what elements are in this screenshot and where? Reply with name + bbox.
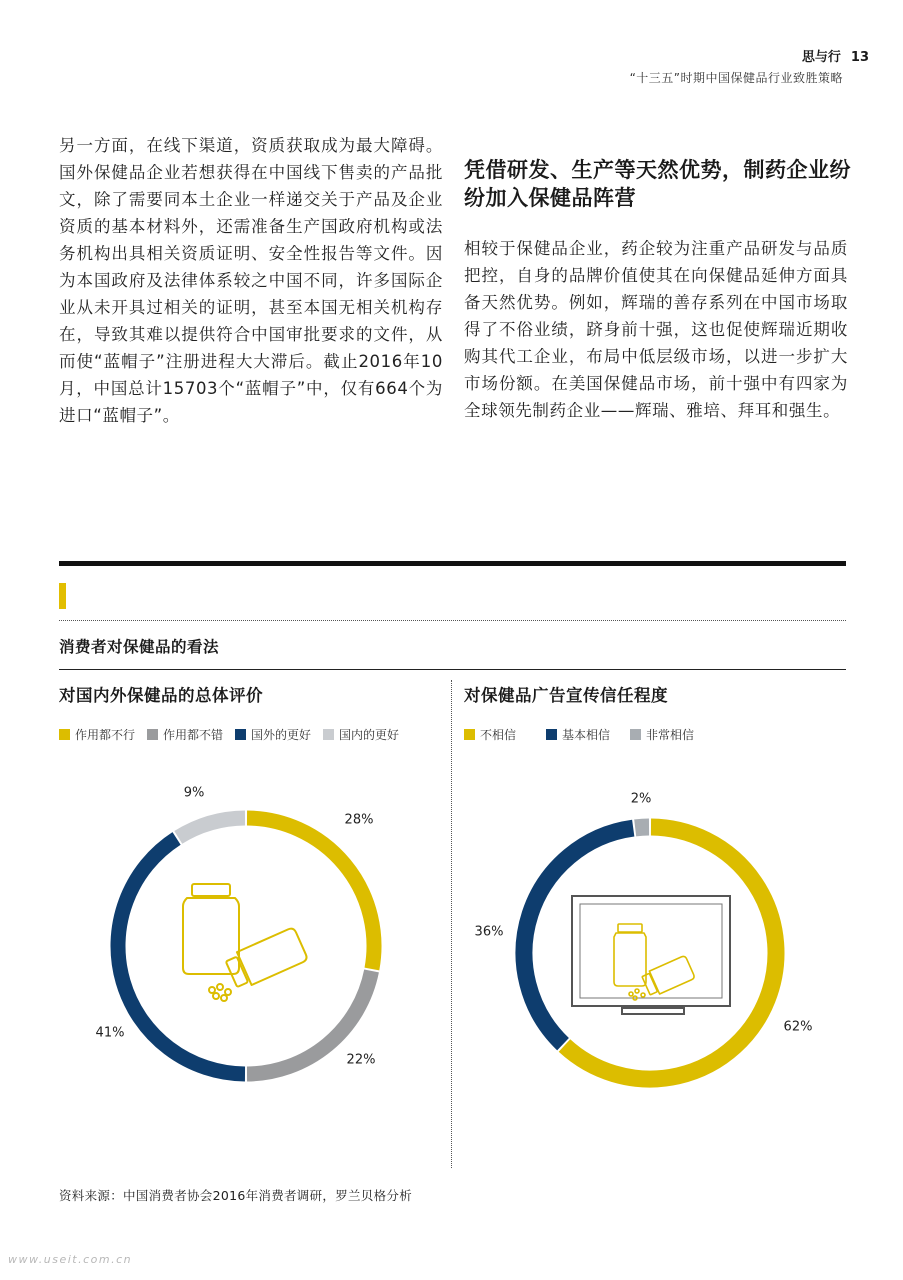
data-label: 28% — [344, 812, 374, 828]
legend-label: 作用都不行 — [75, 728, 136, 742]
donut-segment — [524, 828, 633, 1044]
data-label: 62% — [783, 1019, 813, 1035]
data-label: 2% — [630, 791, 652, 807]
left-paragraph: 另一方面，在线下渠道，资质获取成为最大障碍。国外保健品企业若想获得在中国线下售卖的产品批文，除了需要同本土企业一样递交关于产品及企业资质的基本材料外，还需准备生产国政府机构或法务机构出具相关资质证明、安全性报告等文件。因为本国政府及法律体系较之中国不同，许多国际企业从未开具过相关的证明，甚至本国无相关机构存在，导致其难以提供符合中国审批要求的文件，从而使“蓝帽子”注册进程大大滞后。截止2016年10月，中国总计15703个“蓝帽子”中，仅有664个为进口“蓝帽子”。 — [59, 136, 443, 425]
legend-label: 国内的更好 — [339, 728, 400, 742]
legend-label: 非常相信 — [646, 728, 695, 742]
page-number: 13 — [850, 50, 869, 65]
data-label: 41% — [95, 1025, 125, 1041]
data-label: 36% — [474, 924, 504, 940]
right-heading: 凭借研发、生产等天然优势，制药企业纷纷加入保健品阵营 — [464, 158, 851, 210]
data-label: 9% — [183, 785, 205, 801]
chart-2-title: 对保健品广告宣传信任程度 — [464, 686, 668, 705]
supplement-bottles-icon — [614, 924, 695, 1000]
donut-segment — [247, 818, 374, 969]
legend-label: 国外的更好 — [251, 728, 312, 742]
legend-label: 基本相信 — [562, 728, 611, 742]
section-title: 消费者对保健品的看法 — [59, 638, 220, 656]
watermark: www.useit.com.cn — [8, 1253, 133, 1266]
tv-monitor-icon — [572, 896, 730, 1014]
donut-segment — [118, 838, 245, 1074]
supplement-bottles-icon — [183, 884, 308, 1001]
donut-segment — [178, 818, 245, 837]
legend-label: 作用都不错 — [163, 728, 224, 742]
donut-segment — [635, 827, 649, 828]
data-label: 22% — [346, 1052, 376, 1068]
donut-chart-2 — [475, 792, 813, 1080]
source-note: 资料来源：中国消费者协会2016年消费者调研，罗兰贝格分析 — [59, 1188, 413, 1203]
right-paragraph: 相较于保健品企业，药企较为注重产品研发与品质把控，自身的品牌价值使其在向保健品延伸方面具备天然优势。例如，辉瑞的善存系列在中国市场取得了不俗业绩，跻身前十强，这也促使辉瑞近期收购其代工企业，布局中低层级市场，以进一步扩大市场份额。在美国保健品市场，前十强中有四家为全球领先制药企业——辉瑞、雅培、拜耳和强生。 — [464, 239, 848, 420]
donut-chart-1 — [96, 786, 376, 1074]
legend-label: 不相信 — [480, 728, 517, 742]
brand-name: 思与行 — [801, 50, 841, 65]
chart-1-title: 对国内外保健品的总体评价 — [59, 686, 263, 705]
header-subtitle: “十三五”时期中国保健品行业致胜策略 — [629, 71, 843, 85]
donut-segment — [564, 827, 776, 1079]
